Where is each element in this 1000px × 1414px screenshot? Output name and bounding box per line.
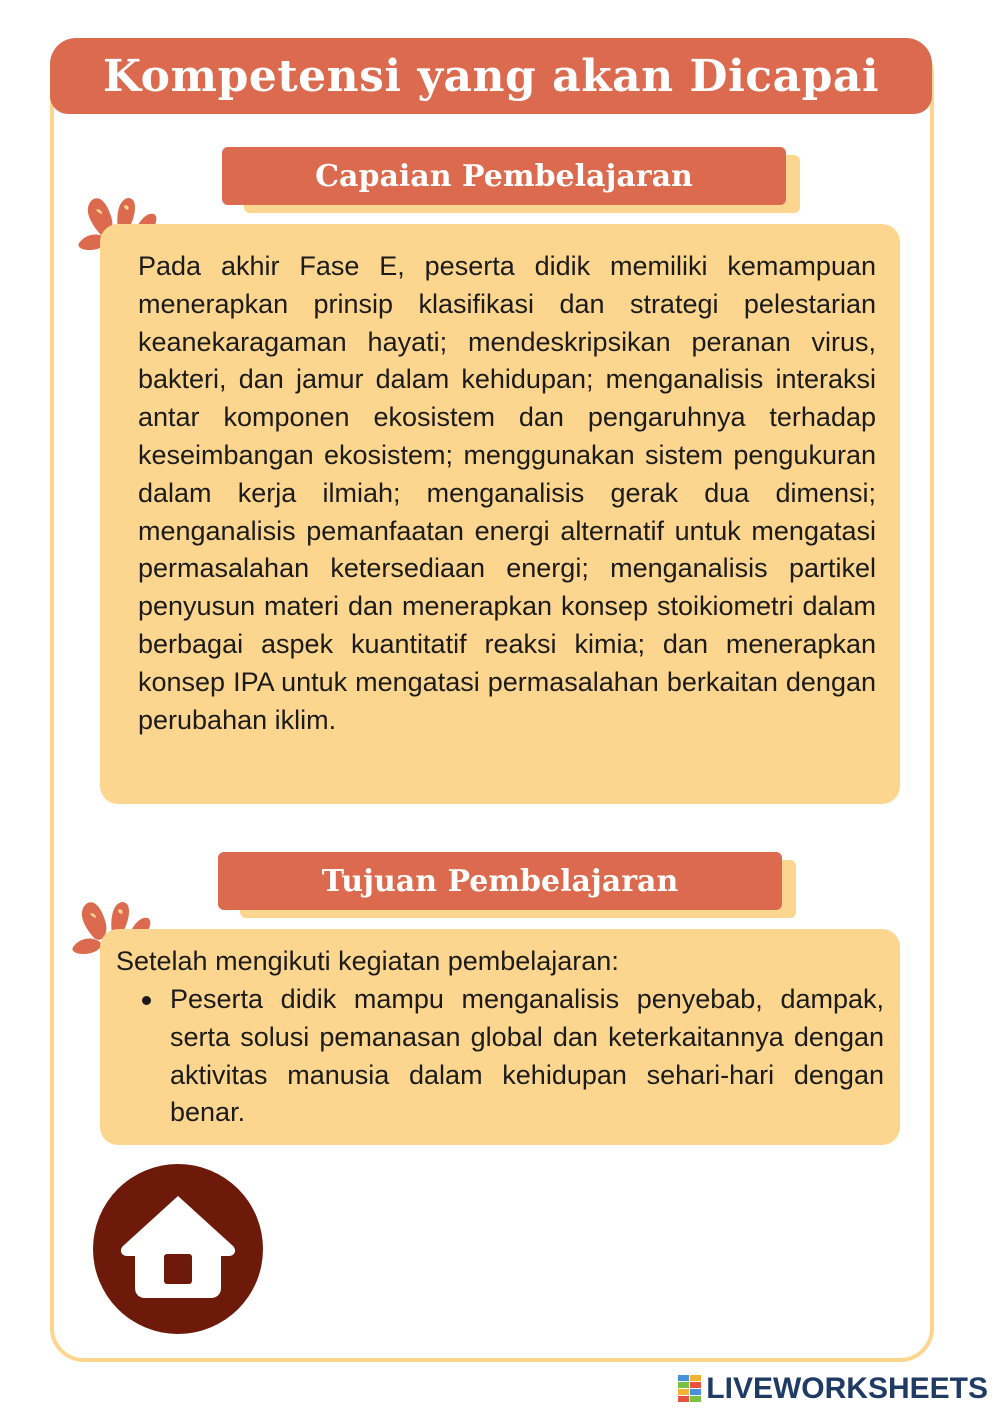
capaian-heading bbox=[222, 147, 786, 205]
tujuan-list bbox=[138, 981, 884, 1132]
liveworksheets-logo-icon bbox=[678, 1375, 702, 1403]
capaian-heading-label: Capaian Pembelajaran bbox=[315, 158, 693, 194]
footer-brand-label: LIVEWORKSHEETS bbox=[706, 1372, 988, 1405]
capaian-text: Pada akhir Fase E, peserta didik memiliki kemampuan menerapkan prinsip klasifikasi dan strategi pelestarian keanekaragaman hayati; mendeskripsikan peranan virus, bakteri, dan jamur dalam kehidupan; menganalisis interaksi antar komponen ekosistem dan pengaruhnya terhadap keseimbangan ekosistem; menggunakan sistem pengukuran dalam kerja ilmiah; menganalisis gerak dua dimensi; menganalisis pemanfaatan energi alternatif untuk mengatasi permasalahan ketersediaan energi; menganalisis partikel penyusun materi dan menerapkan konsep stoikiometri dalam berbagai aspek kuantitatif reaksi kimia; dan menerapkan konsep IPA untuk mengatasi permasalahan berkaitan dengan perubahan iklim. bbox=[138, 251, 876, 735]
list-item bbox=[138, 981, 884, 1132]
tujuan-intro: Setelah mengikuti kegiatan pembelajaran: bbox=[116, 946, 619, 976]
home-icon bbox=[93, 1164, 263, 1334]
footer-brand[interactable] bbox=[678, 1372, 988, 1406]
title-banner bbox=[50, 38, 932, 114]
tujuan-heading bbox=[218, 852, 782, 910]
list-item-text: Peserta didik mampu menganalisis penyebab, dampak, serta solusi pemanasan global dan keterkaitannya dengan aktivitas manusia dalam kehidupan sehari-hari dengan benar. bbox=[170, 984, 884, 1128]
bullet-icon bbox=[142, 996, 151, 1005]
home-button[interactable] bbox=[93, 1164, 263, 1334]
tujuan-heading-label: Tujuan Pembelajaran bbox=[321, 863, 679, 899]
page-title: Kompetensi yang akan Dicapai bbox=[102, 50, 880, 102]
